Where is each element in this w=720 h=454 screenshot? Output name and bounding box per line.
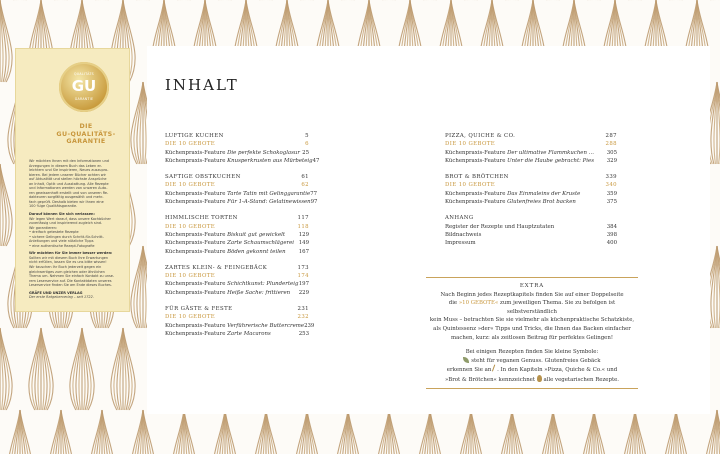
entry-text [165, 198, 311, 206]
entry-page: 305 [606, 149, 617, 156]
badge-line: • eine authentische Rezept-Fotografie [29, 243, 95, 248]
entry-title: Zarte Macarons [227, 330, 271, 337]
section-name: FÜR GÄSTE & FESTE [165, 306, 233, 313]
gebote-label: DIE 10 GEBOTE [165, 273, 216, 280]
toc-section-title [165, 132, 309, 140]
badge-line: bieren. Bei jedem unserer Bücher achten wir [29, 172, 106, 177]
entry-text [165, 322, 304, 330]
gebote-page: 174 [297, 273, 309, 280]
toc-section [165, 132, 320, 165]
section-page: 339 [605, 174, 617, 181]
badge-publisher: GRÄFE UND UNZER VERLAG [29, 290, 83, 295]
entry-title: Heiße Sache: frittieren [227, 289, 291, 296]
entry-prefix: Küchenpraxis-Feature [445, 157, 508, 164]
toc-entry [445, 157, 617, 165]
toc-gebote-entry [445, 140, 617, 148]
badge-subheading: Darauf können Sie sich verlassen: [29, 212, 95, 217]
toc-section-title [445, 214, 617, 222]
entry-page: 97 [310, 199, 318, 206]
badge-line: leichtern und Sie inspirieren, Neues auszupro- [29, 168, 109, 173]
toc-section-title [445, 132, 617, 140]
badge-line: • sichere Gelingen durch Schritt-für-Schritt- [29, 234, 104, 239]
toc-entry [445, 223, 617, 231]
entry-text [165, 239, 294, 247]
toc-entry [165, 248, 309, 256]
badge-body-text [29, 159, 133, 300]
badge-line: Leserservice finden Sie am Ende dieses Buches. [29, 283, 112, 288]
badge-line: Thema um. Nehmen Sie einfach Kontakt zu unse- [29, 274, 115, 279]
entry-prefix: Küchenpraxis-Feature [445, 149, 508, 156]
section-page: 173 [297, 264, 309, 271]
entry-page: 129 [298, 231, 309, 238]
toc-section-anhang [445, 214, 617, 247]
toc-section [165, 264, 309, 297]
toc-gebote-entry [165, 272, 309, 280]
entry-text [165, 248, 286, 256]
toc-entry [445, 190, 617, 198]
entry-text [165, 190, 310, 198]
entry-title: Biskuit gut gewickelt [227, 231, 286, 238]
section-page: 61 [301, 174, 309, 181]
badge-line: nicht erfüllen, lassen Sie es uns bitte wissen! [29, 260, 107, 265]
badge-publisher-tagline: Der erste Ratgeberverlag – seit 1722. [29, 295, 94, 300]
toc-section-title [165, 305, 309, 313]
entry-page: 253 [298, 330, 309, 337]
section-page: 117 [297, 215, 309, 222]
entry-title: Das Einmaleins der Kruste [507, 190, 581, 197]
toc-gebote-entry [165, 313, 309, 321]
gebote-page: 340 [605, 182, 617, 189]
toc-section [165, 173, 318, 206]
entry-prefix: Küchenpraxis-Feature [165, 231, 228, 238]
entry-prefix: Küchenpraxis-Feature [165, 281, 228, 288]
entry-page: 329 [606, 157, 617, 164]
badge-line: Wir legen Wert darauf, dass unsere Kochbücher [29, 216, 111, 221]
gebote-label: DIE 10 GEBOTE [165, 141, 216, 148]
section-name: SAFTIGE OBSTKUCHEN [165, 174, 241, 181]
entry-title: Für 1-A-Stand: Gelatinewissen [227, 199, 311, 206]
toc-entry [165, 231, 309, 239]
section-name: ANHANG [445, 215, 474, 222]
section-name: PIZZA, QUICHE & CO. [445, 133, 516, 139]
gebote-page: 62 [301, 182, 309, 189]
section-name: LUFTIGE KUCHEN [165, 133, 224, 139]
gebote-page: 6 [305, 141, 309, 148]
section-page: 231 [297, 306, 309, 313]
toc-section [165, 214, 309, 255]
entry-page: 398 [606, 231, 617, 238]
entry-text [165, 149, 300, 157]
toc-section-title [165, 264, 309, 272]
extra-info-box: EXTRA Nach Beginn jedes Rezeptkapitels finden Sie auf einer Doppelseite die »10 GEBOTE« zum jeweiligen Thema. Sie zu befolgen ist selbstverständlich kein Muss – betrachten Sie sie vielmehr als küchenpraktische Schatzkiste, als Quintessenz »der« Tipps und Tricks, die Ihnen das Backen einfacher machen, kurz: als zeitlosen Beitrag für perfektes Gelingen! Bei einigen Rezepten finden Sie kleine Symbole: steht für veganen Genuss. Glutenfreies Gebäck erkennen Sie an . In den Kapiteln »Pizza, Quiche & Co.« und »Brot & Brötchen« kennzeichnet alle vegetarischen Rezepte. [426, 277, 638, 389]
badge-line: Anregungen in diesem Buch das Leben er- [29, 163, 102, 168]
badge-line: dakteuren sorgfältig ausgewählt und mehr- [29, 195, 104, 200]
entry-prefix: Küchenpraxis-Feature [445, 199, 508, 206]
section-name: HIMMLISCHE TORTEN [165, 215, 238, 222]
gebote-label: DIE 10 GEBOTE [165, 314, 216, 321]
badge-line: Wir möchten Ihnen mit den Informationen und [29, 159, 109, 163]
entry-page: 47 [312, 157, 320, 164]
toc-section [445, 173, 617, 206]
toc-gebote-entry [165, 223, 309, 231]
toc-entry [165, 280, 309, 288]
gebote-label: DIE 10 GEBOTE [165, 223, 216, 230]
badge-line: auf Aktualität und stellen höchste Ansprüche [29, 177, 107, 182]
entry-prefix: Küchenpraxis-Feature [165, 199, 228, 206]
contents-page [147, 46, 710, 414]
toc-gebote-entry [165, 181, 309, 189]
entry-title: Glutenfreies Brot backen [507, 199, 576, 206]
badge-line: Anleitungen und viele nützliche Tipps [29, 239, 94, 244]
badge-line: an Inhalt, Optik und Ausstattung. Alle Rezepte [29, 181, 109, 186]
toc-entry [165, 289, 309, 297]
badge-line: gleichwertiges zum gleichen oder ähnlichen [29, 269, 105, 274]
entry-prefix: Küchenpraxis-Feature [165, 322, 228, 329]
gebote-page: 288 [605, 141, 617, 148]
gu-seal-logo [59, 62, 109, 112]
toc-entry [445, 239, 617, 247]
entry-prefix: Küchenpraxis-Feature [165, 149, 228, 156]
seal-bottom-text: GARANTIE [74, 97, 94, 101]
entry-title: Knusperkrusten aus Mürbeteig [227, 157, 313, 164]
entry-prefix: Küchenpraxis-Feature [165, 157, 228, 164]
gebote-page: 118 [297, 223, 309, 230]
extra-heading: EXTRA [519, 283, 545, 289]
entry-title: Schichtkunst: Plunderteig [227, 281, 299, 288]
entry-text: Bildnachweis [445, 231, 482, 238]
entry-title: Unter die Haube gebracht: Pies [507, 157, 594, 164]
entry-prefix: Küchenpraxis-Feature [165, 240, 228, 247]
entry-title: Verführerische Buttercreme [227, 322, 305, 329]
badge-line: und Informationen werden von unseren Auto- [29, 186, 108, 191]
entry-title: Böden gekonnt teilen [227, 248, 286, 255]
toc-section-title [165, 173, 309, 181]
entry-text: Impressum [445, 240, 476, 247]
gebote-label: DIE 10 GEBOTE [445, 141, 496, 148]
toc-entry [165, 190, 318, 198]
entry-page: 25 [302, 149, 309, 156]
entry-prefix: Küchenpraxis-Feature [165, 289, 228, 296]
toc-entry [445, 198, 617, 206]
toc-entry [445, 231, 617, 239]
gebote-label: DIE 10 GEBOTE [165, 182, 216, 189]
section-name: ZARTES KLEIN- & FEINGEBÄCK [165, 264, 268, 271]
toc-section-title [165, 214, 309, 222]
toc-entry [165, 330, 309, 338]
toc-entry [445, 149, 617, 157]
entry-prefix: Küchenpraxis-Feature [165, 248, 228, 255]
toc-section [165, 305, 315, 338]
entry-page: 239 [304, 322, 315, 329]
entry-page: 400 [606, 240, 617, 247]
toc-gebote-entry [445, 181, 617, 189]
entry-text [445, 149, 594, 157]
toc-entry [165, 322, 315, 330]
toc-section [445, 132, 617, 165]
contents-left-column [165, 132, 320, 346]
badge-line: fach geprüft. Deshalb bieten wir Ihnen eine [29, 199, 104, 204]
entry-text [165, 157, 313, 165]
entry-prefix: Küchenpraxis-Feature [445, 190, 508, 197]
badge-line: ren gewissenhaft erstellt und von unseren Re- [29, 190, 109, 195]
entry-text: Register der Rezepte und Hauptzutaten [445, 223, 555, 230]
entry-page: 229 [298, 289, 309, 296]
badge-line: zuverlässig und inspirierend zugleich sind. [29, 221, 103, 226]
entry-text [165, 289, 290, 297]
toc-entry [165, 157, 320, 165]
section-page: 5 [305, 133, 309, 139]
entry-text [165, 330, 271, 338]
page-title: INHALT [165, 76, 239, 94]
entry-text [165, 231, 285, 239]
badge-line: 100 %ige Qualitätsgarantie. [29, 204, 78, 209]
entry-page: 384 [606, 223, 617, 230]
toc-entry [165, 198, 318, 206]
entry-title: Tarte Tatin mit Gelinggarantie [227, 190, 311, 197]
section-name: BROT & BRÖTCHEN [445, 174, 509, 181]
entry-prefix: Küchenpraxis-Feature [165, 330, 228, 337]
entry-prefix: Küchenpraxis-Feature [165, 190, 228, 197]
seal-top-text: QUALITÄTS [73, 72, 95, 76]
section-page: 287 [605, 133, 617, 139]
toc-section-title [445, 173, 617, 181]
entry-page: 359 [606, 190, 617, 197]
badge-line: Wir garantieren: [29, 225, 57, 230]
entry-text [445, 157, 594, 165]
entry-page: 77 [310, 190, 318, 197]
entry-title: Die perfekte Schokoglasur [227, 149, 300, 156]
badge-line: • dreifach getestete Rezepte [29, 230, 79, 235]
entry-title: Zarte Schaumschlägerei [227, 240, 295, 247]
gebote-page: 232 [297, 314, 309, 321]
entry-title: Der ultimative Flammkuchen … [507, 149, 595, 156]
entry-text [445, 190, 580, 198]
gebote-label: DIE 10 GEBOTE [445, 182, 496, 189]
badge-line: Sollten wir mit diesem Buch Ihre Erwartungen [29, 255, 109, 260]
entry-page: 167 [298, 248, 309, 255]
seal-logo-text: GU [71, 77, 97, 95]
entry-page: 375 [606, 199, 617, 206]
entry-page: 197 [298, 281, 309, 288]
badge-subheading: Wir möchten für Sie immer besser werden: [29, 251, 113, 256]
toc-gebote-entry [165, 140, 309, 148]
toc-entry [165, 239, 309, 247]
entry-text [165, 280, 298, 288]
badge-line: rem Leserservice auf. Die Kontaktdaten unseres [29, 278, 112, 283]
entry-text [445, 198, 576, 206]
badge-title: DIE GU-QUALITÄTS- GARANTIE [56, 123, 116, 146]
badge-line: Wir tauschen Ihr Buch jederzeit gegen ein [29, 265, 102, 270]
toc-entry [165, 149, 309, 157]
entry-page: 149 [298, 240, 309, 247]
contents-right-column [445, 132, 617, 256]
quality-guarantee-badge [15, 48, 130, 312]
